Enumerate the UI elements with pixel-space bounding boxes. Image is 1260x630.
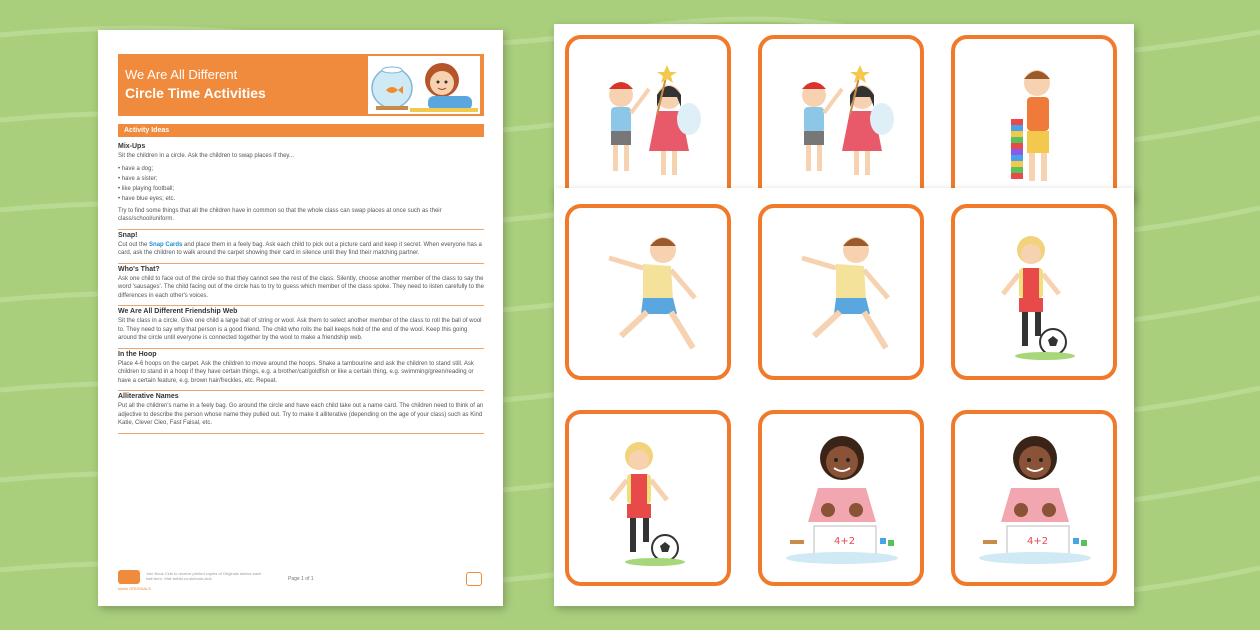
footer-brand: twinkl ORIGINALS bbox=[118, 586, 151, 591]
document-title-line1: We Are All Different bbox=[125, 67, 238, 82]
activity-text: Put all the children's name in a feely bag. Go around the circle and have each child take out a name card. The children need to think of an adjective to describe the person whose name they pulled out. Try to make it alliterative (depending on the age of your class) such as Kind Katie, Clever Cleo, Fast Faisal, etc. bbox=[118, 403, 484, 426]
girl-doing-maths-icon bbox=[762, 414, 920, 582]
activity-title: Who's That? bbox=[118, 265, 160, 273]
twinkl-originals-icon bbox=[466, 572, 482, 586]
activity-text bbox=[118, 241, 484, 258]
document-title-line2: Circle Time Activities bbox=[125, 85, 266, 101]
activity-text: Try to find some things that all the children have in common so that the whole class can swap places at once such as their class/school/uniform. bbox=[118, 207, 442, 222]
activity-title: Snap! bbox=[118, 231, 138, 239]
snap-card-girl-doing-maths bbox=[951, 410, 1117, 586]
girl-with-football-icon bbox=[955, 208, 1113, 376]
children-dressing-up-icon bbox=[569, 39, 727, 207]
header-illustration bbox=[368, 56, 480, 114]
page-number: Page 1 of 1 bbox=[288, 576, 314, 582]
activity-mix-ups bbox=[118, 141, 484, 230]
list-item: • like playing football; bbox=[118, 184, 484, 194]
svg-text:4+2: 4+2 bbox=[834, 536, 856, 547]
activity-title: In the Hoop bbox=[118, 350, 157, 358]
snap-card-boy-with-blocks bbox=[951, 35, 1117, 211]
activity-title: Alliterative Names bbox=[118, 393, 179, 400]
snap-card-girl-with-football bbox=[951, 204, 1117, 380]
activity-list bbox=[118, 141, 484, 434]
activity-ideas-heading: Activity Ideas bbox=[118, 124, 484, 137]
boy-jumping-icon bbox=[569, 208, 727, 376]
list-item: • have a dog; bbox=[118, 164, 484, 174]
boy-with-blocks-icon bbox=[955, 39, 1113, 207]
activity-document-page bbox=[98, 30, 503, 606]
activity-text-part: Cut out the bbox=[118, 241, 150, 248]
document-footer bbox=[118, 568, 484, 596]
girl-doing-maths-icon bbox=[955, 414, 1113, 582]
activity-snap bbox=[118, 230, 484, 264]
activity-bullet-list bbox=[118, 164, 484, 204]
twinkl-logo-icon bbox=[118, 570, 140, 584]
boy-jumping-icon bbox=[762, 208, 920, 376]
activity-alliterative-names bbox=[118, 391, 484, 434]
activity-friendship-web bbox=[118, 306, 484, 349]
activity-title: Mix-Ups bbox=[118, 143, 146, 150]
snap-cards-link[interactable]: Snap Cards bbox=[149, 241, 183, 248]
activity-text: Sit the children in a circle. Ask the children to swap places if they... bbox=[118, 153, 294, 159]
snap-card-boy-jumping bbox=[758, 204, 924, 380]
snap-card-children-dressing-up bbox=[758, 35, 924, 211]
activity-text-part: and place them in a feely bag. Ask each child to pick out a picture card and keep it secret. When everyone has a card, ask the children to walk around the carpet showing their card in silence until they find their matching partner. bbox=[118, 241, 482, 256]
activity-text: Sit the class in a circle. Give one child a large ball of string or wool. Ask them to select another member of the class to roll the ball of wool to. They need to say why that person is a good friend. The child who rolls the ball keeps hold of the end of the wool. Keep this going around the circle until everyone is connected together by the wool to make a friendship web. bbox=[118, 318, 482, 341]
snap-card-boy-jumping bbox=[565, 204, 731, 380]
snap-card-girl-with-football bbox=[565, 410, 731, 586]
footer-text: Join Book Club to receive printed copies of Originals stories each half-term. Visit twinkl.co.uk/book-club bbox=[146, 571, 262, 581]
snap-card-children-dressing-up bbox=[565, 35, 731, 211]
list-item: • have blue eyes; etc. bbox=[118, 194, 484, 204]
girl-with-football-icon bbox=[569, 414, 727, 582]
activity-text: Place 4-6 hoops on the carpet. Ask the children to move around the hoops. Shake a tambourine and ask the children to stand still. Ask children to stand in a hoop if they have certain things, e.g. a brother/cat/goldfish or like a certain thing, e.g. swimming/green/reading or have a certain feature, e.g. brown hair/freckles, etc. Repeat. bbox=[118, 360, 474, 384]
snap-card-girl-doing-maths bbox=[758, 410, 924, 586]
children-dressing-up-icon bbox=[762, 39, 920, 207]
svg-text:4+2: 4+2 bbox=[1027, 536, 1049, 547]
activity-whos-that bbox=[118, 264, 484, 307]
activity-in-the-hoop bbox=[118, 349, 484, 392]
list-item: • have a sister; bbox=[118, 174, 484, 184]
activity-text: Ask one child to face out of the circle so that they cannot see the rest of the class. Silently, choose another member of the class to say the word 'sausages'. The child facing out of the circle has to try to guess which member of the class spoke. They need to listen carefully to the differences in each other's voices. bbox=[118, 275, 484, 299]
activity-title: We Are All Different Friendship Web bbox=[118, 308, 238, 315]
document-header bbox=[118, 54, 484, 116]
